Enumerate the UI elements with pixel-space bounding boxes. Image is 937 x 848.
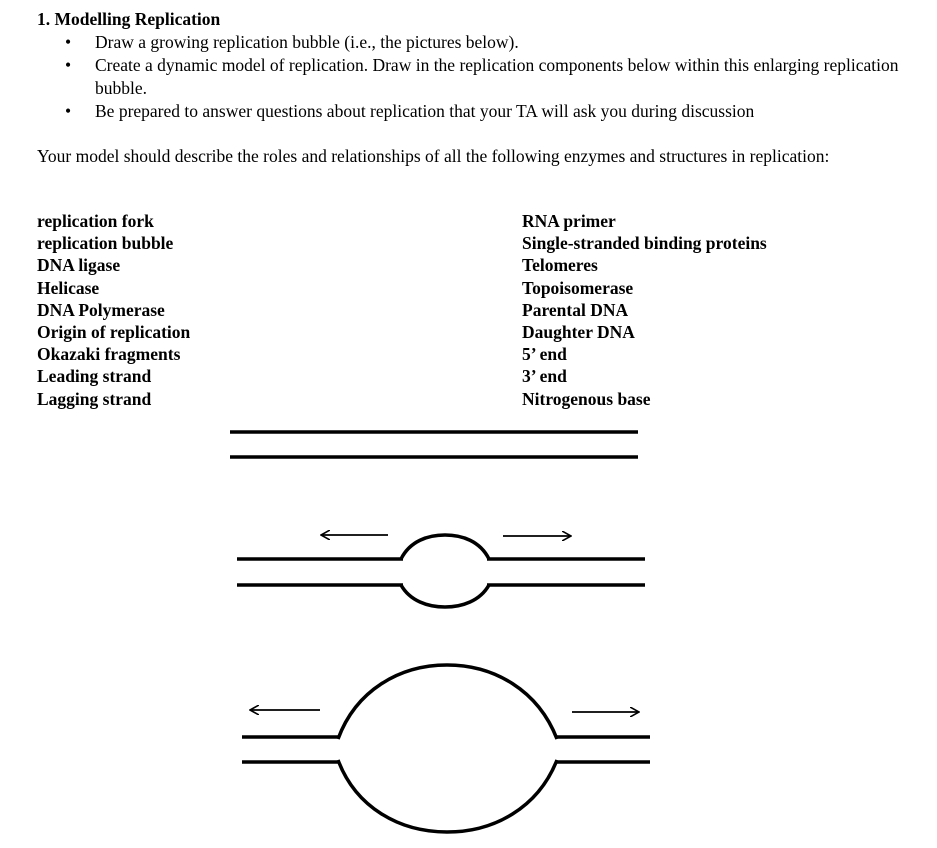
- term-item: Helicase: [37, 277, 100, 298]
- term-item: Daughter DNA: [522, 322, 635, 343]
- dna-double-strand: [230, 432, 638, 457]
- term-item: Nitrogenous base: [522, 388, 651, 409]
- term-item: Parental DNA: [522, 299, 629, 320]
- bullet-icon: •: [65, 32, 72, 52]
- instruction-text: Create a dynamic model of replication. Draw in the replication components below within this enlarging replication bubble.: [95, 55, 899, 98]
- term-item: 5’ end: [522, 344, 567, 365]
- term-item: DNA ligase: [37, 255, 121, 276]
- term-item: Leading strand: [37, 366, 152, 387]
- term-item: replication fork: [37, 211, 154, 231]
- term-item: Single-stranded binding proteins: [522, 233, 767, 254]
- term-item: Telomeres: [522, 255, 598, 276]
- instruction-text: Draw a growing replication bubble (i.e., the pictures below).: [95, 32, 519, 52]
- term-item: Topoisomerase: [522, 277, 634, 298]
- small-replication-bubble: [237, 535, 645, 607]
- term-item: Okazaki fragments: [37, 344, 181, 365]
- term-item: Origin of replication: [37, 322, 191, 343]
- term-item: 3’ end: [522, 366, 567, 387]
- bullet-icon: •: [65, 101, 72, 121]
- term-item: RNA primer: [522, 211, 616, 231]
- instruction-text: Be prepared to answer questions about replication that your TA will ask you during discussion: [95, 101, 755, 121]
- bullet-icon: •: [65, 55, 72, 75]
- term-item: Lagging strand: [37, 388, 152, 409]
- section-heading: 1. Modelling Replication: [37, 9, 221, 29]
- large-replication-bubble: [242, 665, 650, 832]
- term-item: replication bubble: [37, 233, 174, 254]
- intro-paragraph: Your model should describe the roles and relationships of all the following enzymes and structures in replication:: [37, 146, 830, 166]
- term-item: DNA Polymerase: [37, 299, 165, 320]
